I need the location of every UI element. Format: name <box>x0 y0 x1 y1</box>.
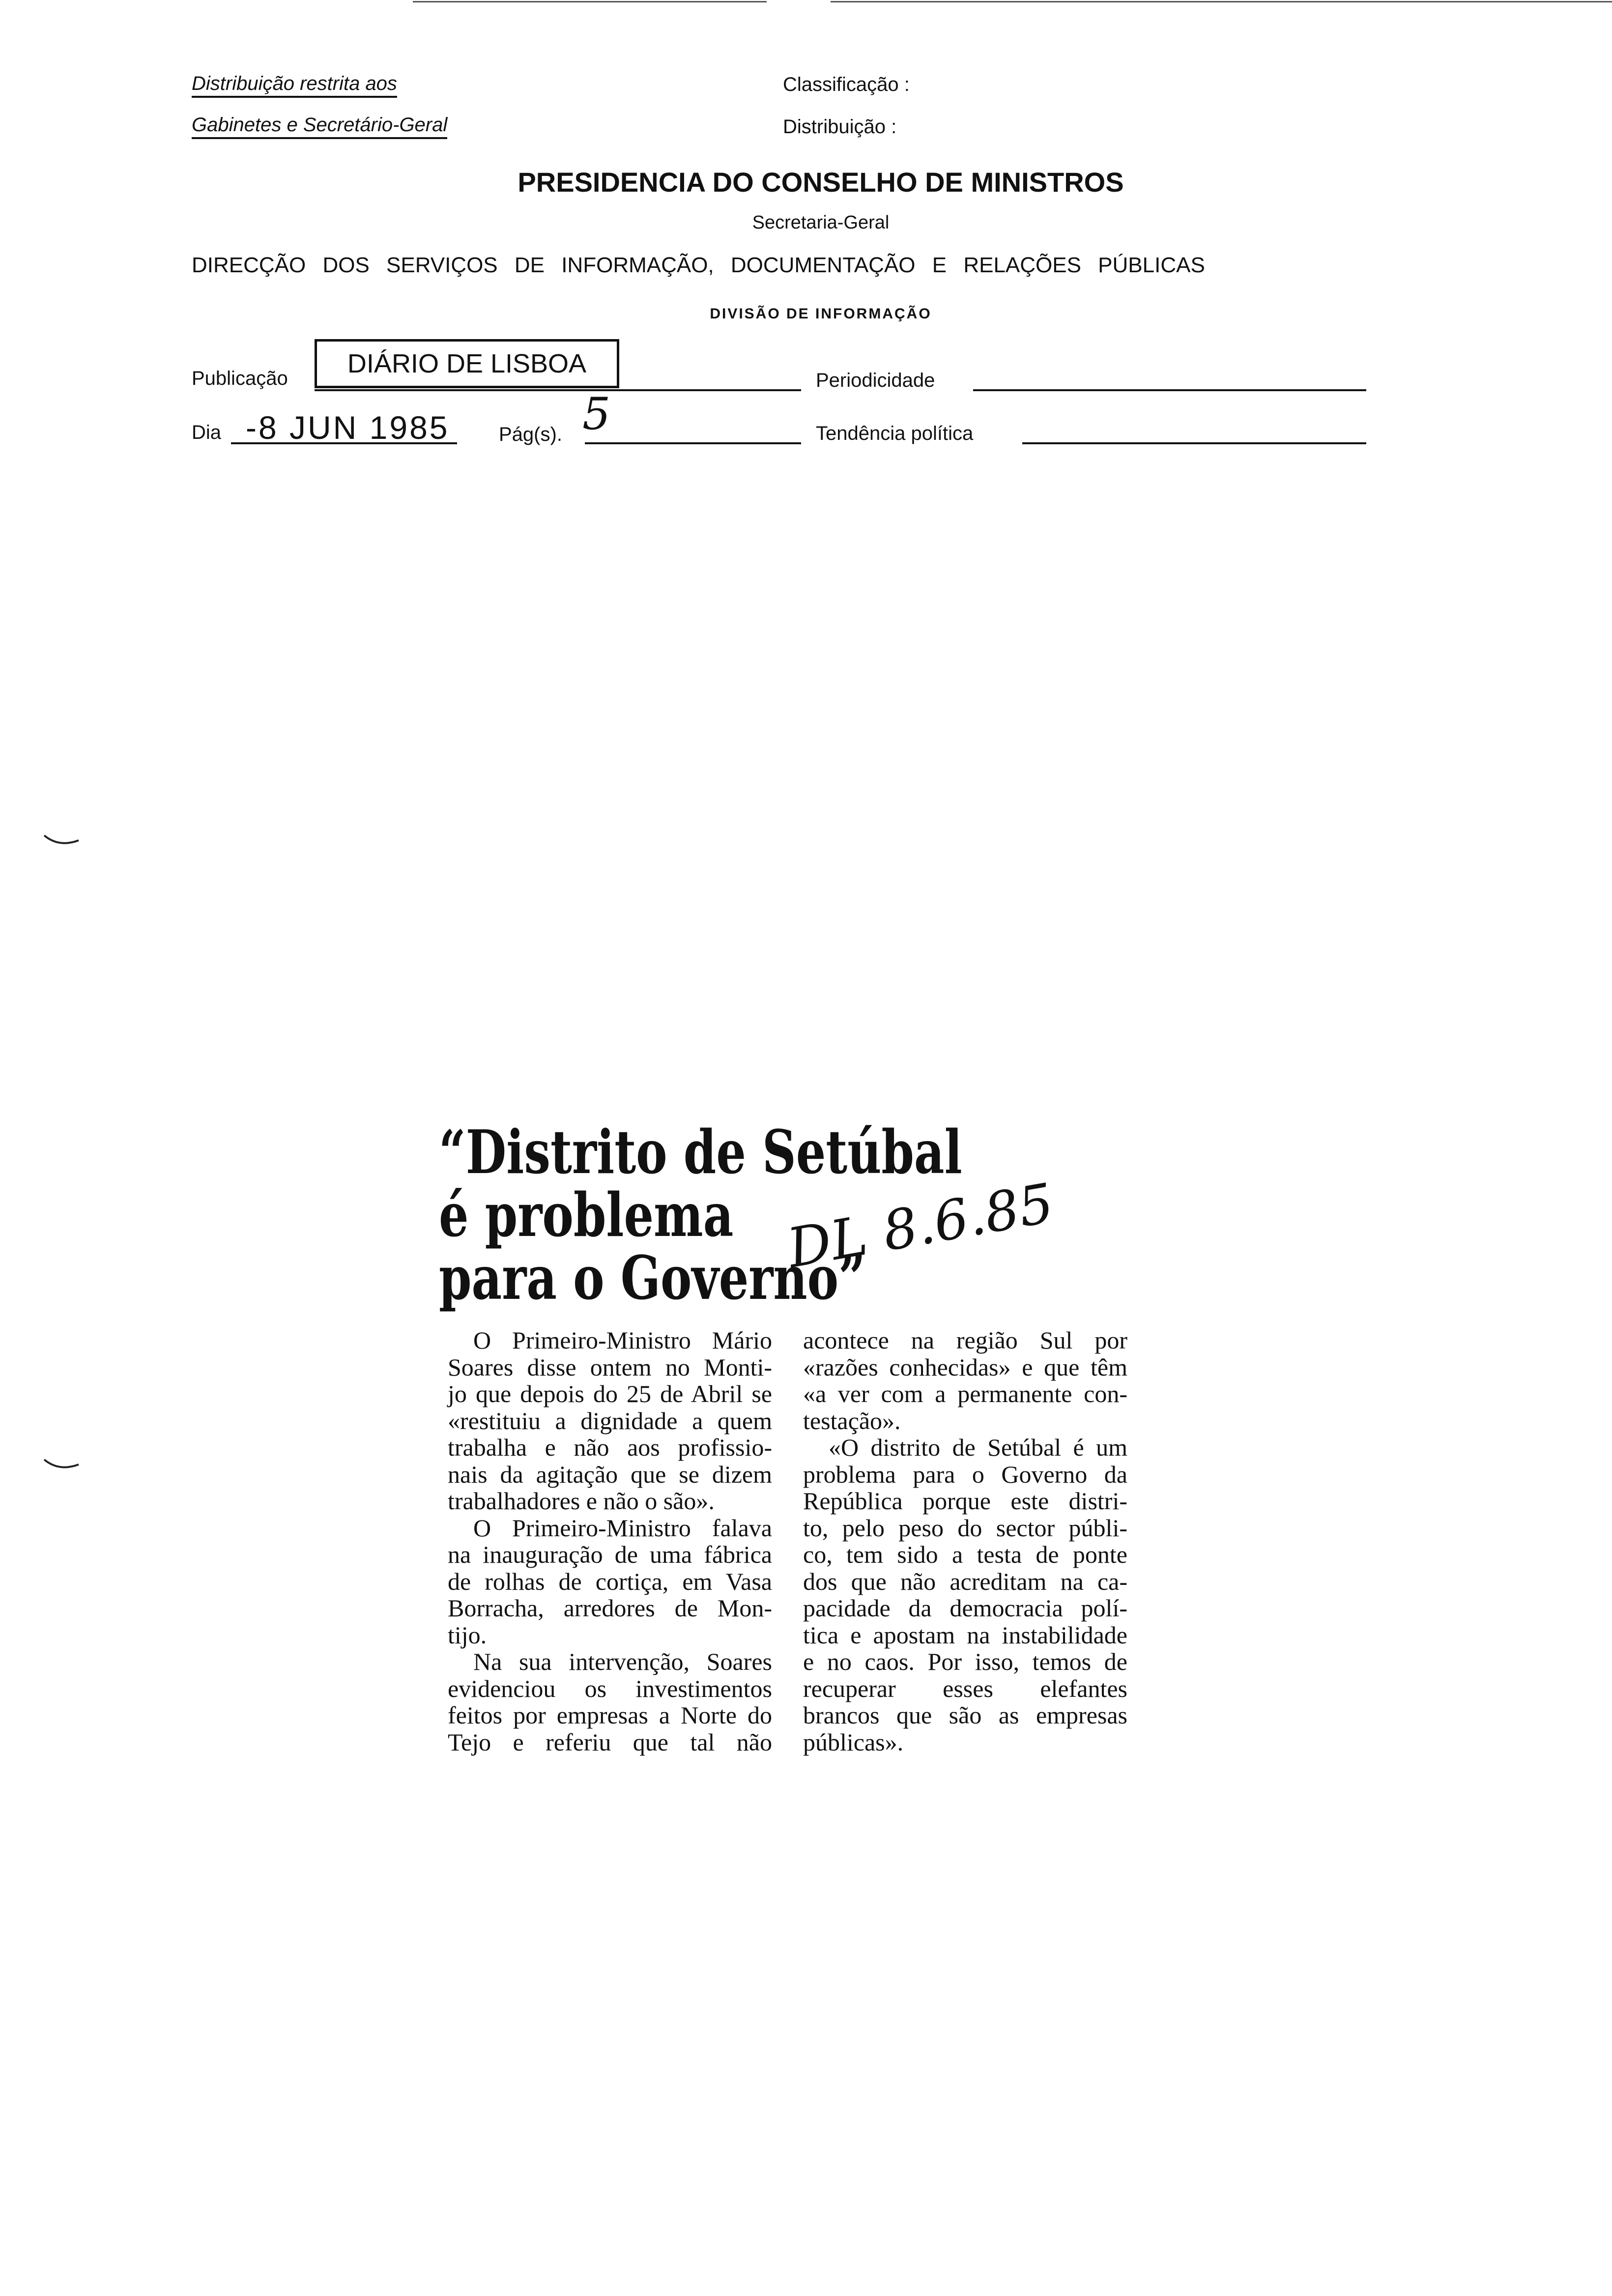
text-line: jo que depois do 25 de Abril se <box>448 1380 772 1407</box>
scan-edge-line <box>831 1 1612 2</box>
pags-handwritten: 5 <box>582 388 611 440</box>
text-line: O Primeiro-Ministro Mário <box>473 1326 772 1354</box>
text-line: Tejo e referiu que tal não <box>448 1728 772 1756</box>
dia-date-stamp: -8 JUN 1985 <box>246 409 450 446</box>
text-line: to, pelo peso do sector públi- <box>803 1514 1127 1542</box>
secretariat-title: Secretaria-Geral <box>752 212 890 233</box>
text-line: acontece na região Sul por <box>803 1326 1127 1354</box>
handwritten-annotation: DL 8.6.85 <box>783 1171 1059 1280</box>
text-line: brancos que são as empresas <box>803 1701 1127 1729</box>
text-line: públicas». <box>803 1728 904 1756</box>
text-line: trabalha e não aos profissio- <box>448 1434 772 1461</box>
pags-field-line <box>585 442 801 444</box>
text-line: e no caos. Por isso, temos de <box>803 1648 1127 1675</box>
dia-field-line <box>231 442 457 444</box>
periodicidade-field-line <box>973 389 1366 391</box>
headline-line-2: é problema <box>439 1179 734 1250</box>
article-column-1 <box>448 1327 772 1755</box>
text-line: República porque este distri- <box>803 1487 1127 1515</box>
distribution-note-1: Distribuição restrita aos <box>192 73 397 98</box>
periodicidade-label: Periodicidade <box>816 370 935 391</box>
distribuicao-label: Distribuição : <box>783 116 897 138</box>
text-line: «a ver com a permanente con- <box>803 1380 1127 1407</box>
text-line: «O distrito de Setúbal é um <box>829 1434 1127 1461</box>
directorate-title: DIRECÇÃO DOS SERVIÇOS DE INFORMAÇÃO, DOCUMENTAÇÃO E RELAÇÕES PÚBLICAS <box>192 253 1205 277</box>
pags-label: Pág(s). <box>499 424 562 445</box>
text-line: testação». <box>803 1406 901 1435</box>
tendencia-field-line <box>1022 442 1366 444</box>
text-line: tica e apostam na instabilidade <box>803 1621 1127 1649</box>
text-line: trabalhadores e não o são». <box>448 1487 715 1515</box>
text-line: Borracha, arredores de Mon- <box>448 1594 772 1622</box>
text-line: «razões conhecidas» e que têm <box>803 1353 1127 1381</box>
text-line: Soares disse ontem no Monti- <box>448 1353 772 1381</box>
text-line: «restituiu a dignidade a quem <box>448 1406 772 1435</box>
text-line: evidenciou os investimentos <box>448 1674 772 1702</box>
tendencia-label: Tendência política <box>816 423 974 444</box>
text-line: recuperar esses elefantes <box>803 1674 1127 1702</box>
text-line: co, tem sido a testa de ponte <box>803 1541 1127 1568</box>
text-line: tijo. <box>448 1621 487 1649</box>
headline-line-3: para o Governo” <box>439 1242 865 1313</box>
text-line: dos que não acreditam na ca- <box>803 1567 1127 1595</box>
text-line: na inauguração de uma fábrica <box>448 1541 772 1568</box>
ministry-title: PRESIDENCIA DO CONSELHO DE MINISTROS <box>518 167 1124 198</box>
publicacao-stamp: DIÁRIO DE LISBOA <box>315 339 619 388</box>
article-column-2 <box>803 1327 1127 1755</box>
classificacao-label: Classificação : <box>783 74 910 95</box>
distribution-note-2: Gabinetes e Secretário-Geral <box>192 114 447 139</box>
text-line: pacidade da democracia polí- <box>803 1594 1127 1622</box>
publicacao-field-line <box>315 389 801 391</box>
text-line: nais da agitação que se dizem <box>448 1460 772 1488</box>
scan-edge-line <box>413 1 767 2</box>
division-title: DIVISÃO DE INFORMAÇÃO <box>710 306 932 322</box>
text-line: Na sua intervenção, Soares <box>473 1648 772 1675</box>
headline-line-1: “Distrito de Setúbal <box>439 1117 962 1187</box>
text-line: problema para o Governo da <box>803 1460 1127 1488</box>
publicacao-label: Publicação <box>192 368 288 389</box>
dia-label: Dia <box>192 422 222 443</box>
punch-hole-marks <box>39 826 98 1474</box>
text-line: de rolhas de cortiça, em Vasa <box>448 1567 772 1595</box>
text-line: O Primeiro-Ministro falava <box>473 1514 772 1542</box>
text-line: feitos por empresas a Norte do <box>448 1701 772 1729</box>
